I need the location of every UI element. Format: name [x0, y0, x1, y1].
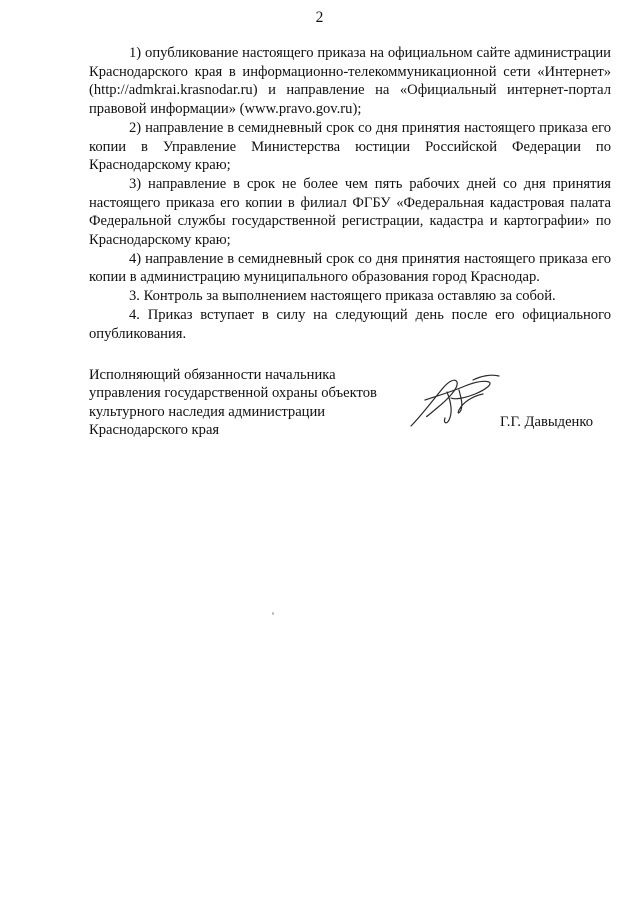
signature-block	[89, 366, 611, 439]
paragraph-cadastral-chamber: 3) направление в срок не более чем пять рабочих дней со дня принятия настоящего приказа его копии в филиал ФГБУ «Федеральная кадастровая палата Федеральной службы государственной регистрации, кадастра и картографии» по Краснодарскому краю;	[89, 175, 611, 249]
signer-position-line: культурного наследия администрации	[89, 403, 326, 420]
document-body	[89, 44, 611, 343]
paragraph-entry-into-force: 4. Приказ вступает в силу на следующий день после его официального опубликования.	[89, 306, 611, 342]
handwritten-signature	[403, 370, 503, 430]
signer-name: Г.Г. Давыденко	[500, 414, 594, 430]
signer-position-line: управления государственной охраны объектов	[89, 385, 377, 402]
signer-position-line: Исполняющий обязанности начальника	[89, 367, 336, 383]
paragraph-city-administration: 4) направление в семидневный срок со дня принятия настоящего приказа его копии в администрацию муниципального образования город Краснодар.	[89, 250, 611, 286]
signer-position-line: Краснодарского края	[89, 422, 220, 439]
scan-speck	[272, 612, 274, 615]
paragraph-publication: 1) опубликование настоящего приказа на официальном сайте администрации Краснодарского края в информационно-телекоммуникационной сети «Интернет» (http://admkrai.krasnodar.ru) и направление на «Официальный интернет-портал правовой информации» (www.pravo.gov.ru);	[89, 45, 611, 118]
paragraph-ministry-of-justice: 2) направление в семидневный срок со дня принятия настоящего приказа его копии в Управление Министерства юстиции Российской Федерации по Краснодарскому краю;	[89, 119, 611, 174]
paragraph-control: 3. Контроль за выполнением настоящего приказа оставляю за собой.	[129, 288, 556, 305]
page-number: 2	[315, 9, 324, 26]
